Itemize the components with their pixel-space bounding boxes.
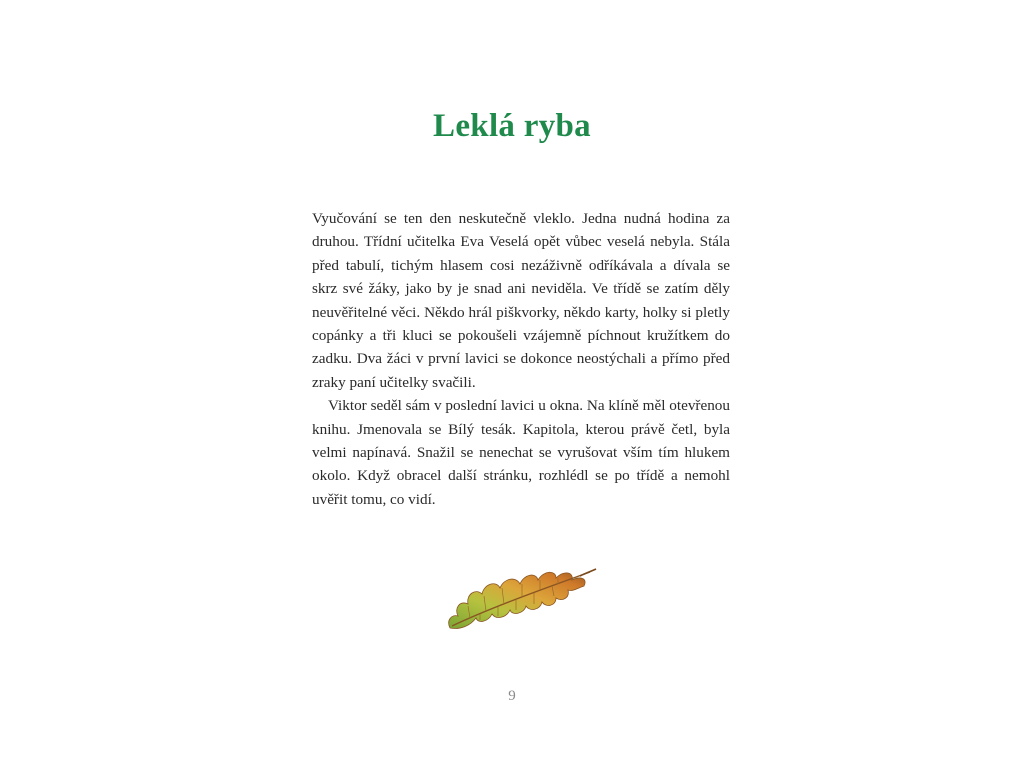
oak-leaf-icon	[440, 536, 600, 636]
page-number: 9	[508, 688, 516, 704]
paragraph-2: Viktor seděl sám v poslední lavici u okna. Na klíně měl otevřenou knihu. Jmenovala se Bílý tesák. Kapitola, kterou právě četl, byla velmi napínavá. Snažil se nenechat se vyrušovat vším tím hlukem okolo. Když obracel další stránku, rozhlédl se po třídě a nemohl uvěřit tomu, co vidí.	[312, 397, 730, 508]
chapter-title: Leklá ryba	[433, 108, 591, 145]
paragraph-1: Vyučování se ten den neskutečně vleklo. Jedna nudná hodina za druhou. Třídní učitelka Eva Veselá opět vůbec veselá nebyla. Stála před tabulí, tichým hlasem cosi nezáživně odříkávala a dívala se skrz své žáky, jako by je snad ani neviděla. Ve třídě se zatím děly neuvěřitelné věci. Někdo hrál piškvorky, někdo karty, holky si pletly copánky a tři kluci se pokoušeli vzájemně píchnout kružítkem do zadku. Dva žáci v první lavici se dokonce neostýchali a přímo před zraky paní učitelky svačili.	[312, 210, 730, 391]
chapter-body	[312, 207, 730, 511]
